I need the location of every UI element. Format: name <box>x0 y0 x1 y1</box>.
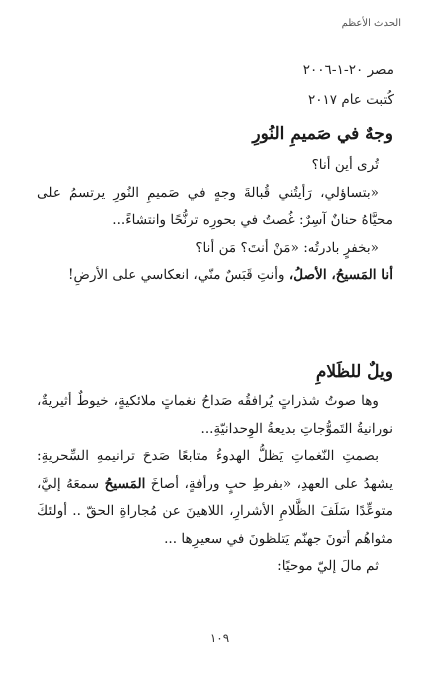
paragraph-text: وأنتِ قَبَسٌ منّي، انعكاسي على الأرضِ! <box>68 267 289 283</box>
place-date-line: مصر ٢٠-١-٢٠٠٦ <box>302 62 394 78</box>
paragraph: «بخفرٍ بادرتُه: «مَنْ أنتَ؟ مَن أنا؟ <box>195 239 379 256</box>
written-year-line: كُتبت عام ٢٠١٧ <box>308 92 394 108</box>
paragraph: وها صوتُ شذراتٍ يُرافقُه صَداحُ نغماتٍ ملائكيةٍ، خيوطٌ أثيريةٌ، نورانيةُ التَموُّجاتِ بديعةُ الوِحدانيّةِ... <box>37 393 393 437</box>
paragraph <box>37 262 393 290</box>
section1-body <box>37 152 393 290</box>
bold-phrase: المَسيحُ <box>104 475 146 492</box>
paragraph-text: سمعَهُ إليَّ، متوعِّدًا سَلَفَ الظَّلامِ الأشرارِ، اللاهينَ عن مُجاراةِ الحقّ .. أولئكَ مثواهُم أتونَ جهنّم يَتلظونَ في سعيرِها ... <box>37 475 393 547</box>
bold-phrase: أنا المَسيحُ، الأصلُ، <box>288 267 393 283</box>
page-number: ١٠٩ <box>209 631 230 645</box>
section2-body <box>37 388 393 581</box>
paragraph-text: بصمتِ النّغماتِ يَظلُّ الهدوءُ متابعًا صَدحَ ترانيمهِ السِّحريةِ: يشهدُ على العهدِ، «بفرطِ حبٍ ورأفةٍ، أصاخَ <box>37 448 393 492</box>
section-heading-woe-to-darkness: ويلٌ للظَلامِ <box>315 362 393 382</box>
running-header: الحدث الأعظم <box>341 18 401 29</box>
section-heading-face-of-light: وجهٌ في صَميمِ النُورِ <box>252 124 393 144</box>
paragraph: «بتساؤلي، رَأيتُني قُبالةَ وجهٍ في صَميمِ النُورِ يرتسمُ على محيَّاهُ حنانٌ آسِرٌ: غُصتُ في بحورِه ترنُّحًا وانتشاءً... <box>37 184 393 228</box>
paragraph <box>37 443 393 553</box>
paragraph: تُرى أين أنا؟ <box>311 157 379 173</box>
paragraph: ثم مالَ إليّ موحيًا: <box>277 558 379 574</box>
